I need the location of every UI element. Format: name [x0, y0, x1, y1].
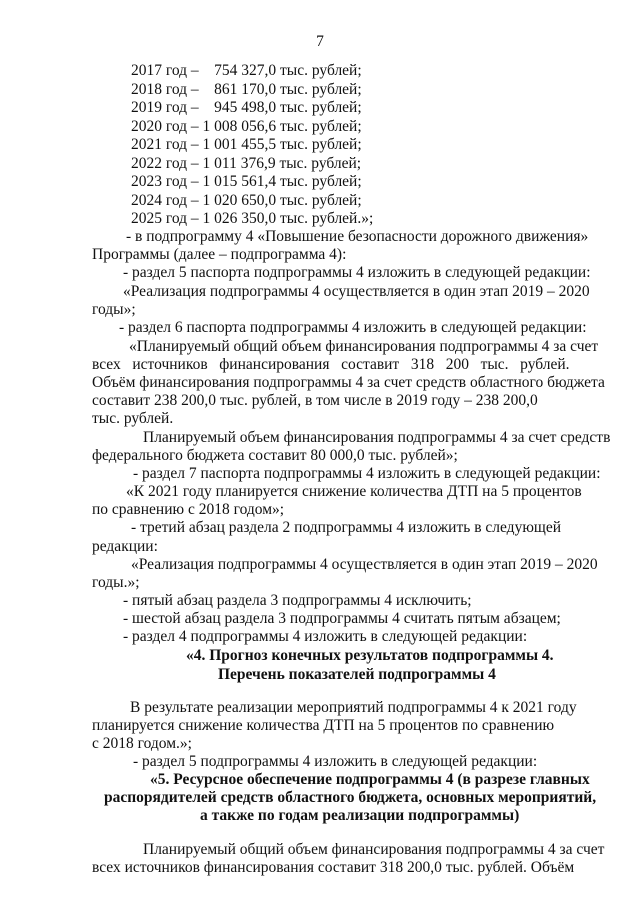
paragraph-line: - раздел 5 паспорта подпрограммы 4 изложить в следующей редакции:: [123, 264, 591, 281]
paragraph-line: - в подпрограмму 4 «Повышение безопасности дорожного движения»: [126, 228, 589, 245]
funding-year-line: 2019 год – 945 498,0 тыс. рублей;: [131, 99, 362, 116]
paragraph-line: тыс. рублей.: [92, 410, 174, 427]
paragraph-line: планируется снижение количества ДТП на 5 процентов по сравнению: [92, 717, 555, 734]
paragraph-line: - шестой абзац раздела 3 подпрограммы 4 считать пятым абзацем;: [123, 610, 561, 627]
paragraph-line: составит 238 200,0 тыс. рублей, в том числе в 2019 году – 238 200,0: [92, 392, 538, 409]
paragraph-line: Программы (далее – подпрограмма 4):: [92, 246, 347, 263]
paragraph-line: с 2018 годом.»;: [92, 735, 192, 752]
paragraph-line: Планируемый общий объем финансирования подпрограммы 4 за счет: [143, 841, 605, 858]
paragraph-line: федерального бюджета составит 80 000,0 тыс. рублей»;: [92, 447, 458, 464]
section-heading: «4. Прогноз конечных результатов подпрограммы 4.: [186, 647, 554, 664]
funding-year-line: 2024 год – 1 020 650,0 тыс. рублей;: [131, 192, 362, 209]
paragraph-line: Объём финансирования подпрограммы 4 за счет средств областного бюджета: [92, 374, 605, 391]
funding-year-line: 2021 год – 1 001 455,5 тыс. рублей;: [131, 136, 362, 153]
paragraph-line: В результате реализации мероприятий подпрограммы 4 к 2021 году: [130, 699, 577, 716]
paragraph-line: - раздел 4 подпрограммы 4 изложить в следующей редакции:: [123, 628, 528, 645]
paragraph-line: «К 2021 году планируется снижение количества ДТП на 5 процентов: [126, 483, 582, 500]
section-heading: а также по годам реализации подпрограммы): [200, 807, 520, 824]
paragraph-line: - раздел 6 паспорта подпрограммы 4 изложить в следующей редакции:: [119, 319, 587, 336]
paragraph-line: по сравнению с 2018 годом»;: [92, 501, 285, 518]
paragraph-line: - пятый абзац раздела 3 подпрограммы 4 исключить;: [123, 592, 472, 609]
paragraph-line: всех источников финансирования составит 318 200,0 тыс. рублей. Объём: [92, 859, 575, 876]
funding-year-line: 2023 год – 1 015 561,4 тыс. рублей;: [131, 173, 362, 190]
paragraph-line: годы»;: [92, 301, 136, 318]
paragraph-line: Планируемый объем финансирования подпрограммы 4 за счет средств: [143, 429, 611, 446]
section-heading: распорядителей средств областного бюджета, основных мероприятий,: [104, 789, 597, 806]
funding-year-line: 2018 год – 861 170,0 тыс. рублей;: [131, 81, 362, 98]
paragraph-line: - третий абзац раздела 2 подпрограммы 4 изложить в следующей: [131, 519, 562, 536]
page-number: 7: [316, 33, 324, 50]
paragraph-line: всех источников финансирования составит 318 200 тыс. рублей.: [92, 356, 570, 373]
funding-year-line: 2020 год – 1 008 056,6 тыс. рублей;: [131, 118, 362, 135]
funding-year-line: 2017 год – 754 327,0 тыс. рублей;: [131, 62, 362, 79]
paragraph-line: редакции:: [92, 538, 158, 555]
funding-year-line: 2025 год – 1 026 350,0 тыс. рублей.»;: [131, 210, 374, 227]
paragraph-line: «Планируемый общий объем финансирования подпрограммы 4 за счет: [129, 338, 599, 355]
section-heading: Перечень показателей подпрограммы 4: [218, 666, 496, 683]
funding-year-line: 2022 год – 1 011 376,9 тыс. рублей;: [131, 155, 362, 172]
paragraph-line: годы.»;: [92, 574, 140, 591]
paragraph-line: «Реализация подпрограммы 4 осуществляется в один этап 2019 – 2020: [123, 283, 590, 300]
paragraph-line: - раздел 7 паспорта подпрограммы 4 изложить в следующей редакции:: [133, 465, 601, 482]
paragraph-line: «Реализация подпрограммы 4 осуществляется в один этап 2019 – 2020: [131, 556, 598, 573]
section-heading: «5. Ресурсное обеспечение подпрограммы 4 (в разрезе главных: [150, 771, 590, 788]
paragraph-line: - раздел 5 подпрограммы 4 изложить в следующей редакции:: [133, 753, 538, 770]
